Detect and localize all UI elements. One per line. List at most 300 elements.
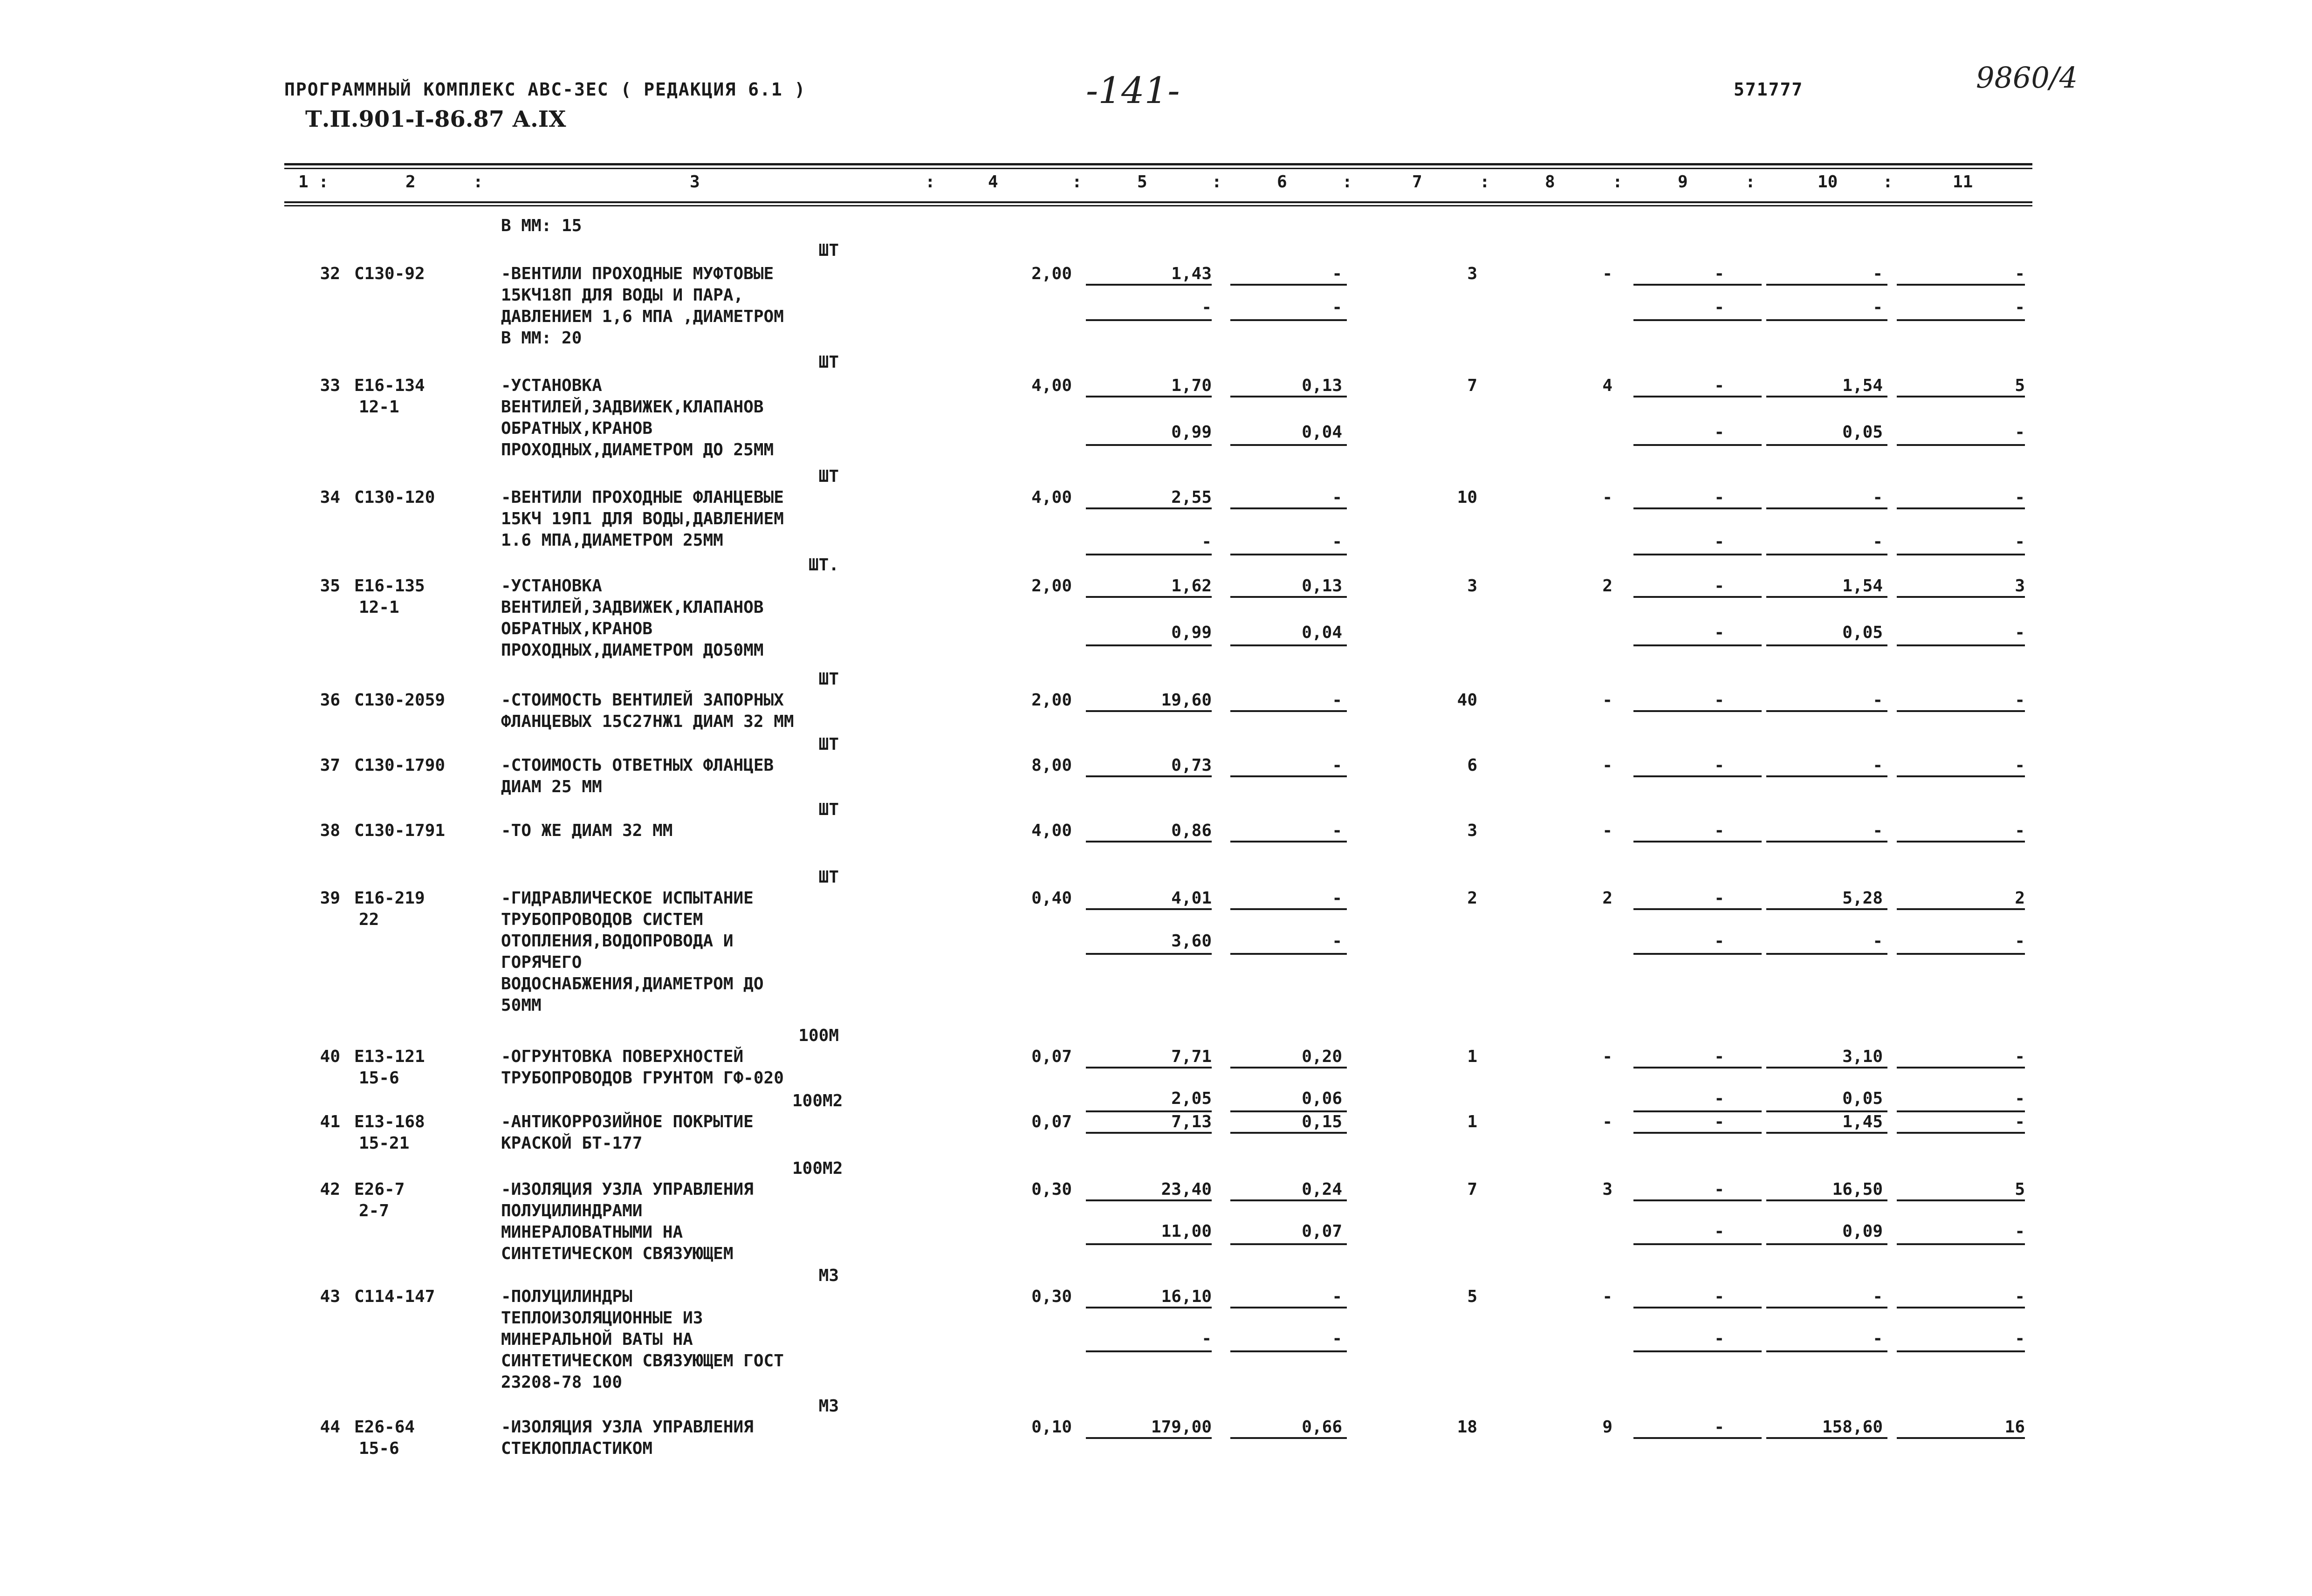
divider-line	[1086, 554, 1212, 555]
work-description: -ПОЛУЦИЛИНДРЫ ТЕПЛОИЗОЛЯЦИОННЫЕ ИЗ МИНЕРАЛЬНОЙ ВАТЫ НА СИНТЕТИЧЕСКОМ СВЯЗУЮЩЕМ ГОСТ 23208-78 100	[501, 1287, 784, 1392]
divider-line	[1230, 319, 1347, 321]
divider-line	[1766, 775, 1887, 777]
cell-c9b: -	[1714, 1329, 1724, 1348]
cell-c9: -	[1714, 376, 1724, 395]
cell-c11b: -	[2015, 1329, 2025, 1348]
divider-line	[1086, 908, 1212, 910]
rate-code: С130-2059	[354, 691, 446, 710]
cell-c10b: -	[1873, 532, 1883, 551]
divider-line	[1897, 710, 2025, 712]
col-header-9: 9	[1678, 172, 1688, 192]
divider-line	[1897, 841, 2025, 843]
cell-c9: -	[1714, 1047, 1724, 1066]
table-row	[0, 555, 2312, 660]
work-description: -ИЗОЛЯЦИЯ УЗЛА УПРАВЛЕНИЯ СТЕКЛОПЛАСТИКОМ	[501, 1418, 754, 1458]
table-row	[0, 353, 2312, 459]
unit-of-measure: 100М2	[792, 1091, 843, 1110]
cell-c10b: 0,05	[1842, 423, 1883, 442]
cell-c5b: 2,05	[1171, 1089, 1212, 1108]
divider-line	[1230, 1437, 1347, 1439]
cell-c5: 1,62	[1171, 576, 1212, 596]
table-row	[0, 800, 2312, 840]
cell-c11b: -	[2015, 532, 2025, 551]
divider-line	[1086, 396, 1212, 397]
cell-c9: -	[1714, 1287, 1724, 1306]
cell-c7: 18	[1457, 1418, 1477, 1437]
unit-of-measure: ШТ	[818, 467, 839, 486]
divider-line	[1230, 444, 1347, 446]
cell-c6: 0,15	[1302, 1112, 1342, 1131]
divider-line	[1633, 1350, 1762, 1352]
table-row	[0, 241, 2312, 348]
cell-c4: 2,00	[1031, 576, 1072, 596]
cell-c9b: -	[1714, 423, 1724, 442]
cell-c6: -	[1332, 264, 1342, 283]
cell-c5: 0,73	[1171, 756, 1212, 775]
rate-code: Е13-168	[354, 1112, 425, 1131]
work-description: -ИЗОЛЯЦИЯ УЗЛА УПРАВЛЕНИЯ ПОЛУЦИЛИНДРАМИ МИНЕРАЛОВАТНЫМИ НА СИНТЕТИЧЕСКОМ СВЯЗУЮЩЕМ	[501, 1180, 754, 1263]
cell-c6b: -	[1332, 1329, 1342, 1348]
rate-code-sub: 12-1	[359, 598, 399, 617]
divider-line	[1230, 1350, 1347, 1352]
divider-line	[1766, 710, 1887, 712]
divider-line	[1766, 953, 1887, 955]
col-header-4: 4	[988, 172, 998, 192]
divider-line	[1766, 507, 1887, 509]
row-number: 32	[320, 264, 340, 283]
col-sep: :	[1745, 172, 1756, 192]
cell-c9b: -	[1714, 1089, 1724, 1108]
cell-c11: -	[2015, 691, 2025, 710]
cell-c8: 2	[1602, 889, 1612, 908]
cell-c10: -	[1873, 264, 1883, 283]
cell-c8: 4	[1602, 376, 1612, 395]
cell-c6b: 0,07	[1302, 1222, 1342, 1241]
cell-c4: 0,40	[1031, 889, 1072, 908]
cell-c10: 1,54	[1842, 376, 1883, 395]
row-number: 37	[320, 756, 340, 775]
cell-c6: 0,24	[1302, 1180, 1342, 1199]
divider-line	[1633, 554, 1762, 555]
cell-c8: -	[1602, 1112, 1612, 1131]
cell-c8: -	[1602, 821, 1612, 840]
divider-line	[1086, 1437, 1212, 1439]
divider-line	[1230, 953, 1347, 955]
cell-c9: -	[1714, 1180, 1724, 1199]
cell-c5: 7,71	[1171, 1047, 1212, 1066]
cell-c4: 2,00	[1031, 691, 1072, 710]
divider-line	[1230, 1067, 1347, 1069]
cell-c5: 19,60	[1161, 691, 1212, 710]
divider-line	[1086, 841, 1212, 843]
cell-c7: 10	[1457, 488, 1477, 507]
cell-c5b: 0,99	[1171, 423, 1212, 442]
cell-c7: 3	[1467, 821, 1477, 840]
cell-c6: -	[1332, 756, 1342, 775]
cell-c5: 4,01	[1171, 889, 1212, 908]
col-header-5: 5	[1137, 172, 1147, 192]
cell-c5b: 11,00	[1161, 1222, 1212, 1241]
divider-line	[1766, 1199, 1887, 1201]
row-number: 34	[320, 488, 340, 507]
col-header-3: 3	[690, 172, 700, 192]
cell-c7: 40	[1457, 691, 1477, 710]
divider-line	[1633, 1132, 1762, 1134]
cell-c5: 0,86	[1171, 821, 1212, 840]
cell-c11: -	[2015, 1047, 2025, 1066]
cell-c4: 4,00	[1031, 821, 1072, 840]
divider-line	[1897, 507, 2025, 509]
cell-c10: 1,54	[1842, 576, 1883, 596]
divider-line	[1766, 1243, 1887, 1245]
cell-c10: 5,28	[1842, 889, 1883, 908]
cell-c10b: 0,05	[1842, 1089, 1883, 1108]
header-top-rule-2	[284, 168, 2032, 169]
divider-line	[1633, 1243, 1762, 1245]
col-sep: :	[473, 172, 483, 192]
row-number: 38	[320, 821, 340, 840]
page-number: -141-	[1086, 70, 1180, 112]
divider-line	[1766, 1437, 1887, 1439]
cell-c6: 0,66	[1302, 1418, 1342, 1437]
cell-c8: -	[1602, 264, 1612, 283]
rate-code-sub: 15-21	[359, 1134, 410, 1153]
unit-of-measure: 100М2	[792, 1159, 843, 1178]
divider-line	[1633, 1437, 1762, 1439]
divider-line	[1766, 444, 1887, 446]
divider-line	[1766, 596, 1887, 598]
cell-c10: 16,50	[1832, 1180, 1883, 1199]
rate-code-sub: 15-6	[359, 1439, 399, 1458]
divider-line	[1897, 1067, 2025, 1069]
unit-of-measure: ШТ	[818, 868, 839, 887]
program-title: ПРОГРАММНЫЙ КОМПЛЕКС АВС-3ЕС ( РЕДАКЦИЯ 6.1 )	[284, 79, 806, 100]
divider-line	[1086, 1243, 1212, 1245]
cell-c10: -	[1873, 821, 1883, 840]
divider-line	[1086, 775, 1212, 777]
col-sep: :	[1480, 172, 1490, 192]
divider-line	[1230, 507, 1347, 509]
cell-c5: 23,40	[1161, 1180, 1212, 1199]
cell-c11b: -	[2015, 1089, 2025, 1108]
divider-line	[1633, 1307, 1762, 1308]
divider-line	[1766, 284, 1887, 286]
cell-c9: -	[1714, 488, 1724, 507]
cell-c11: -	[2015, 264, 2025, 283]
col-sep: :	[1612, 172, 1623, 192]
divider-line	[1766, 1132, 1887, 1134]
cell-c9b: -	[1714, 532, 1724, 551]
cell-c11b: -	[2015, 623, 2025, 642]
intro-line: В ММ: 15	[501, 216, 582, 235]
cell-c9b: -	[1714, 623, 1724, 642]
cell-c5: 2,55	[1171, 488, 1212, 507]
cell-c11: 2	[2015, 889, 2025, 908]
cell-c10: 3,10	[1842, 1047, 1883, 1066]
cell-c4: 2,00	[1031, 264, 1072, 283]
col-header-7: 7	[1412, 172, 1422, 192]
cell-c10: -	[1873, 756, 1883, 775]
work-description: -СТОИМОСТЬ ОТВЕТНЫХ ФЛАНЦЕВ ДИАМ 25 ММ	[501, 756, 774, 796]
cell-c4: 0,30	[1031, 1287, 1072, 1306]
cell-c7: 7	[1467, 1180, 1477, 1199]
row-number: 35	[320, 576, 340, 596]
cell-c9b: -	[1714, 298, 1724, 317]
cell-c8: -	[1602, 1287, 1612, 1306]
divider-line	[1086, 1307, 1212, 1308]
divider-line	[1086, 1199, 1212, 1201]
cell-c10b: -	[1873, 298, 1883, 317]
divider-line	[1766, 644, 1887, 646]
divider-line	[1086, 953, 1212, 955]
col-header-1: 1 :	[298, 172, 329, 192]
divider-line	[1230, 596, 1347, 598]
rate-code: С130-92	[354, 264, 425, 283]
divider-line	[1633, 775, 1762, 777]
cell-c6: -	[1332, 691, 1342, 710]
cell-c6b: 0,04	[1302, 623, 1342, 642]
cell-c7: 5	[1467, 1287, 1477, 1306]
rate-code-sub: 22	[359, 910, 379, 929]
rate-code-sub: 2-7	[359, 1201, 390, 1220]
cell-c10b: 0,09	[1842, 1222, 1883, 1241]
cell-c6b: -	[1332, 532, 1342, 551]
divider-line	[1086, 319, 1212, 321]
divider-line	[1897, 1307, 2025, 1308]
divider-line	[1230, 1307, 1347, 1308]
cell-c5: 1,43	[1171, 264, 1212, 283]
divider-line	[1766, 396, 1887, 397]
cell-c11b: -	[2015, 423, 2025, 442]
rate-code: Е16-134	[354, 376, 425, 395]
cell-c8: 2	[1602, 576, 1612, 596]
cell-c6b: 0,06	[1302, 1089, 1342, 1108]
cell-c11b: -	[2015, 1222, 2025, 1241]
rate-code-sub: 15-6	[359, 1069, 399, 1088]
divider-line	[1897, 284, 2025, 286]
col-sep: :	[1072, 172, 1082, 192]
divider-line	[1086, 284, 1212, 286]
unit-of-measure: М3	[818, 1266, 839, 1285]
cell-c6: 0,20	[1302, 1047, 1342, 1066]
archive-stamp: 9860/4	[1976, 61, 2078, 95]
cell-c8: 9	[1602, 1418, 1612, 1437]
rate-code: Е16-135	[354, 576, 425, 596]
divider-line	[1086, 1132, 1212, 1134]
cell-c10b: 0,05	[1842, 623, 1883, 642]
rate-code: Е26-64	[354, 1418, 415, 1437]
divider-line	[1897, 554, 2025, 555]
cell-c11b: -	[2015, 932, 2025, 951]
divider-line	[1897, 1437, 2025, 1439]
divider-line	[1766, 554, 1887, 555]
row-number: 44	[320, 1418, 340, 1437]
document-code: Т.П.901-I-86.87 А.IX	[305, 106, 566, 132]
divider-line	[1897, 396, 2025, 397]
divider-line	[1766, 1350, 1887, 1352]
divider-line	[1897, 444, 2025, 446]
cell-c5b: -	[1201, 298, 1212, 317]
cell-c5b: 0,99	[1171, 623, 1212, 642]
cell-c7: 2	[1467, 889, 1477, 908]
work-description: -СТОИМОСТЬ ВЕНТИЛЕЙ ЗАПОРНЫХ ФЛАНЦЕВЫХ 15С27НЖ1 ДИАМ 32 ММ	[501, 691, 794, 731]
divider-line	[1086, 710, 1212, 712]
cell-c5b: 3,60	[1171, 932, 1212, 951]
divider-line	[1766, 1067, 1887, 1069]
divider-line	[1086, 1350, 1212, 1352]
cell-c4: 8,00	[1031, 756, 1072, 775]
unit-of-measure: ШТ	[818, 670, 839, 689]
divider-line	[1230, 841, 1347, 843]
cell-c6: -	[1332, 889, 1342, 908]
divider-line	[1633, 444, 1762, 446]
document-number: 571777	[1734, 79, 1804, 100]
col-header-2: 2	[405, 172, 416, 192]
divider-line	[1897, 596, 2025, 598]
cell-c8: -	[1602, 488, 1612, 507]
cell-c8: 3	[1602, 1180, 1612, 1199]
divider-line	[1230, 1199, 1347, 1201]
rate-code: Е13-121	[354, 1047, 425, 1066]
divider-line	[1766, 841, 1887, 843]
cell-c11: -	[2015, 1287, 2025, 1306]
cell-c9: -	[1714, 756, 1724, 775]
cell-c10: 158,60	[1822, 1418, 1883, 1437]
divider-line	[1086, 444, 1212, 446]
col-header-8: 8	[1545, 172, 1555, 192]
cell-c6b: -	[1332, 298, 1342, 317]
divider-line	[1086, 1067, 1212, 1069]
row-number: 43	[320, 1287, 340, 1306]
cell-c11: 3	[2015, 576, 2025, 596]
divider-line	[1766, 319, 1887, 321]
cell-c11: -	[2015, 756, 2025, 775]
cell-c9: -	[1714, 576, 1724, 596]
cell-c5b: -	[1201, 532, 1212, 551]
cell-c10b: -	[1873, 1329, 1883, 1348]
cell-c5b: -	[1201, 1329, 1212, 1348]
divider-line	[1766, 908, 1887, 910]
cell-c10: -	[1873, 488, 1883, 507]
cell-c10: -	[1873, 691, 1883, 710]
header-top-rule	[284, 163, 2032, 165]
work-description: -АНТИКОРРОЗИЙНОЕ ПОКРЫТИЕ КРАСКОЙ БТ-177	[501, 1112, 754, 1153]
header-bottom-rule-2	[284, 205, 2032, 206]
col-header-6: 6	[1277, 172, 1287, 192]
cell-c7: 1	[1467, 1047, 1477, 1066]
rate-code: С130-1791	[354, 821, 446, 840]
divider-line	[1897, 1350, 2025, 1352]
work-description: -УСТАНОВКА ВЕНТИЛЕЙ,ЗАДВИЖЕК,КЛАПАНОВ ОБРАТНЫХ,КРАНОВ ПРОХОДНЫХ,ДИАМЕТРОМ ДО50ММ	[501, 576, 764, 660]
cell-c5: 7,13	[1171, 1112, 1212, 1131]
divider-line	[1897, 775, 2025, 777]
divider-line	[1897, 1199, 2025, 1201]
divider-line	[1086, 507, 1212, 509]
unit-of-measure: ШТ	[818, 735, 839, 754]
col-sep: :	[1342, 172, 1352, 192]
divider-line	[1230, 775, 1347, 777]
unit-of-measure: ШТ	[818, 800, 839, 819]
row-number: 40	[320, 1047, 340, 1066]
rate-code: С130-1790	[354, 756, 446, 775]
unit-of-measure: М3	[818, 1397, 839, 1416]
divider-line	[1633, 841, 1762, 843]
work-description: -ВЕНТИЛИ ПРОХОДНЫЕ МУФТОВЫЕ 15КЧ18П ДЛЯ ВОДЫ И ПАРА, ДАВЛЕНИЕМ 1,6 МПА ,ДИАМЕТРОМ В ММ: 20	[501, 264, 784, 348]
cell-c4: 4,00	[1031, 488, 1072, 507]
cell-c5: 1,70	[1171, 376, 1212, 395]
cell-c6: -	[1332, 1287, 1342, 1306]
cell-c4: 0,10	[1031, 1418, 1072, 1437]
cell-c11: -	[2015, 821, 2025, 840]
cell-c6: -	[1332, 821, 1342, 840]
cell-c11b: -	[2015, 298, 2025, 317]
cell-c6b: 0,04	[1302, 423, 1342, 442]
row-number: 42	[320, 1180, 340, 1199]
col-header-11: 11	[1953, 172, 1973, 192]
divider-line	[1230, 908, 1347, 910]
header-bottom-rule	[284, 201, 2032, 203]
divider-line	[1897, 644, 2025, 646]
rate-code: Е16-219	[354, 889, 425, 908]
cell-c7: 1	[1467, 1112, 1477, 1131]
cell-c5: 179,00	[1151, 1418, 1212, 1437]
divider-line	[1086, 644, 1212, 646]
work-description: -УСТАНОВКА ВЕНТИЛЕЙ,ЗАДВИЖЕК,КЛАПАНОВ ОБРАТНЫХ,КРАНОВ ПРОХОДНЫХ,ДИАМЕТРОМ ДО 25ММ	[501, 376, 774, 459]
cell-c4: 0,07	[1031, 1047, 1072, 1066]
cell-c9b: -	[1714, 1222, 1724, 1241]
divider-line	[1230, 554, 1347, 555]
divider-line	[1897, 953, 2025, 955]
divider-line	[1897, 319, 2025, 321]
cell-c6b: -	[1332, 932, 1342, 951]
divider-line	[1633, 1067, 1762, 1069]
divider-line	[1086, 596, 1212, 598]
col-sep: :	[925, 172, 935, 192]
cell-c5: 16,10	[1161, 1287, 1212, 1306]
unit-of-measure: ШТ.	[808, 555, 839, 575]
divider-line	[1230, 710, 1347, 712]
divider-line	[1766, 1307, 1887, 1308]
cell-c10: 1,45	[1842, 1112, 1883, 1131]
divider-line	[1633, 908, 1762, 910]
work-description: -ОГРУНТОВКА ПОВЕРХНОСТЕЙ ТРУБОПРОВОДОВ ГРУНТОМ ГФ-020	[501, 1047, 784, 1088]
row-number: 36	[320, 691, 340, 710]
divider-line	[1633, 644, 1762, 646]
divider-line	[1897, 1132, 2025, 1134]
divider-line	[1897, 1243, 2025, 1245]
cell-c7: 3	[1467, 576, 1477, 596]
rate-code-sub: 12-1	[359, 397, 399, 417]
work-description: -ВЕНТИЛИ ПРОХОДНЫЕ ФЛАНЦЕВЫЕ 15КЧ 19П1 ДЛЯ ВОДЫ,ДАВЛЕНИЕМ 1.6 МПА,ДИАМЕТРОМ 25ММ	[501, 488, 784, 550]
cell-c9b: -	[1714, 932, 1724, 951]
divider-line	[1897, 908, 2025, 910]
cell-c6: 0,13	[1302, 576, 1342, 596]
row-number: 41	[320, 1112, 340, 1131]
divider-line	[1230, 1243, 1347, 1245]
col-header-10: 10	[1818, 172, 1838, 192]
work-description: -ГИДРАВЛИЧЕСКОЕ ИСПЫТАНИЕ ТРУБОПРОВОДОВ СИСТЕМ ОТОПЛЕНИЯ,ВОДОПРОВОДА И ГОРЯЧЕГО ВОДОСНАБЖЕНИЯ,ДИАМЕТРОМ ДО 50ММ	[501, 889, 764, 1015]
cell-c11: 5	[2015, 376, 2025, 395]
cell-c7: 3	[1467, 264, 1477, 283]
rate-code: С130-120	[354, 488, 435, 507]
cell-c11: 16	[2004, 1418, 2025, 1437]
divider-line	[1633, 710, 1762, 712]
cell-c11: 5	[2015, 1180, 2025, 1199]
cell-c8: -	[1602, 756, 1612, 775]
divider-line	[1633, 507, 1762, 509]
divider-line	[1633, 1199, 1762, 1201]
col-sep: :	[1212, 172, 1222, 192]
